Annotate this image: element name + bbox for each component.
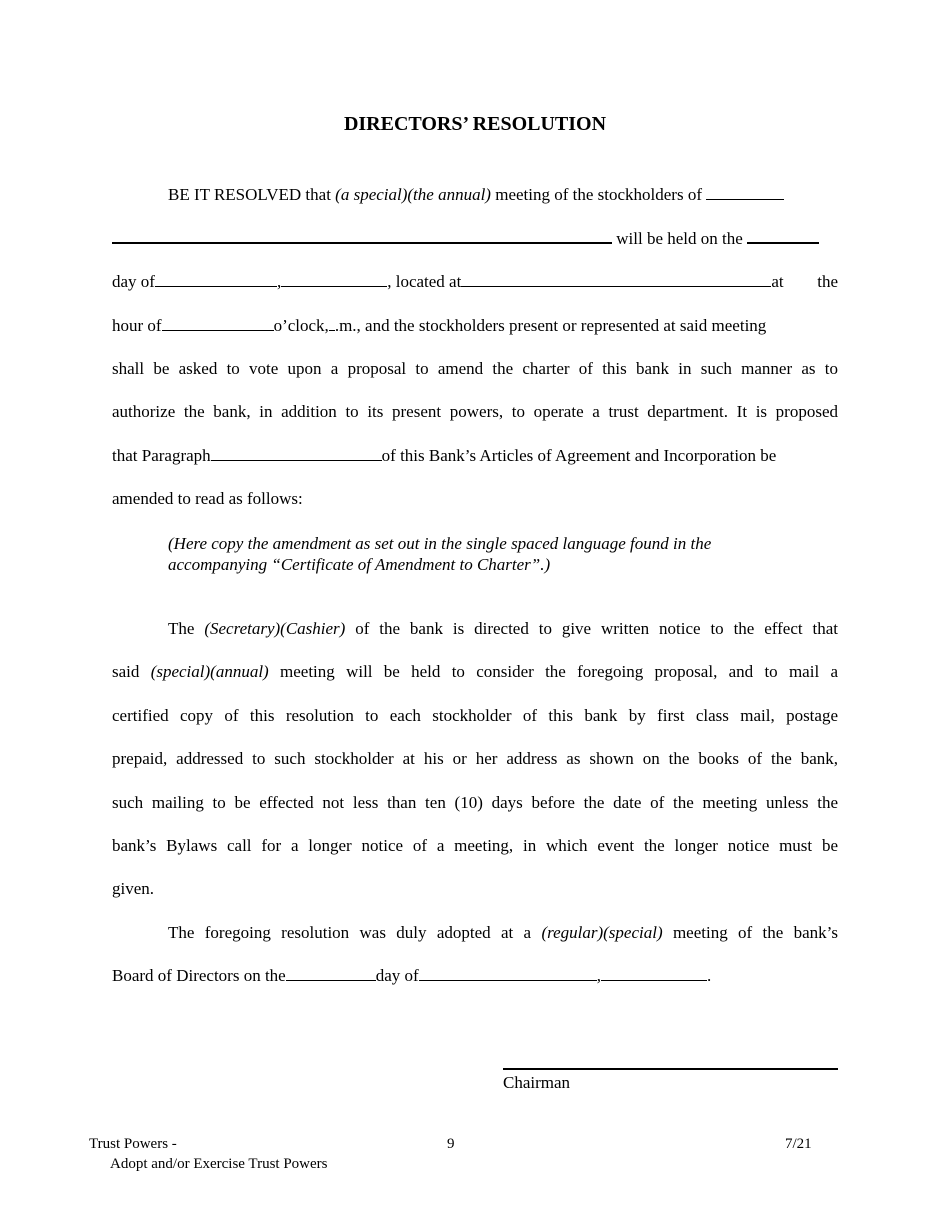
adoption-year-blank[interactable] [601,966,707,981]
meeting-year-blank[interactable] [281,272,387,287]
footer-subtitle: Adopt and/or Exercise Trust Powers [110,1156,328,1172]
adoption-day-blank[interactable] [286,966,376,981]
para1-line5: shall be asked to vote upon a proposal to amend the charter of this bank in such manner as to [112,359,838,378]
meeting-day-blank[interactable] [747,228,819,244]
para1-line2: will be held on the [112,228,838,250]
amendment-instruction-line2: accompanying “Certificate of Amendment to Charter”.) [168,555,551,574]
meeting-hour-blank[interactable] [162,316,274,331]
adoption-month-blank[interactable] [419,966,597,981]
bank-name-blank[interactable] [706,185,784,200]
amendment-instruction-line1: (Here copy the amendment as set out in the single spaced language found in the [168,534,712,553]
para2-line6: bank’s Bylaws call for a longer notice of a meeting, in which event the longer notice must be [112,836,838,855]
para2-line1: The (Secretary)(Cashier) of the bank is directed to give written notice to the effect that [168,619,838,638]
para3-line2: Board of Directors on the day of , . [112,966,712,985]
paragraph-number-blank[interactable] [211,446,382,461]
revision-date: 7/21 [785,1136,812,1152]
meeting-location-blank[interactable] [461,272,771,287]
footer-title: Trust Powers - [89,1136,177,1152]
para1-line3: day of , , located at at the [112,272,838,291]
para1-line8: amended to read as follows: [112,489,303,508]
chairman-label: Chairman [503,1073,571,1092]
para2-line3: certified copy of this resolution to each stockholder of this bank by first class mail, postage [112,706,838,725]
para2-line2: said (special)(annual) meeting will be held to consider the foregoing proposal, and to mail a [112,662,839,681]
para1-line1: BE IT RESOLVED that (a special)(the annual) meeting of the stockholders of [168,184,838,206]
para3-line1: The foregoing resolution was duly adopted at a (regular)(special) meeting of the bank’s [168,923,838,942]
chairman-signature-line[interactable] [503,1068,838,1070]
meeting-month-blank[interactable] [155,272,277,287]
document-title: DIRECTORS’ RESOLUTION [343,113,607,135]
bank-name-blank-2[interactable] [112,228,612,244]
para2-line4: prepaid, addressed to such stockholder at his or her address as shown on the books of the bank, [112,749,838,768]
para1-line7: that Paragraph of this Bank’s Articles of Agreement and Incorporation be [112,446,777,465]
page-number: 9 [447,1136,455,1152]
para1-line4: hour of o’clock, .m., and the stockholders present or represented at said meeting [112,316,767,335]
para1-line6: authorize the bank, in addition to its present powers, to operate a trust department. It is proposed [112,402,838,421]
para2-line7: given. [112,879,155,898]
para2-line5: such mailing to be effected not less than ten (10) days before the date of the meeting unless the [112,793,838,812]
